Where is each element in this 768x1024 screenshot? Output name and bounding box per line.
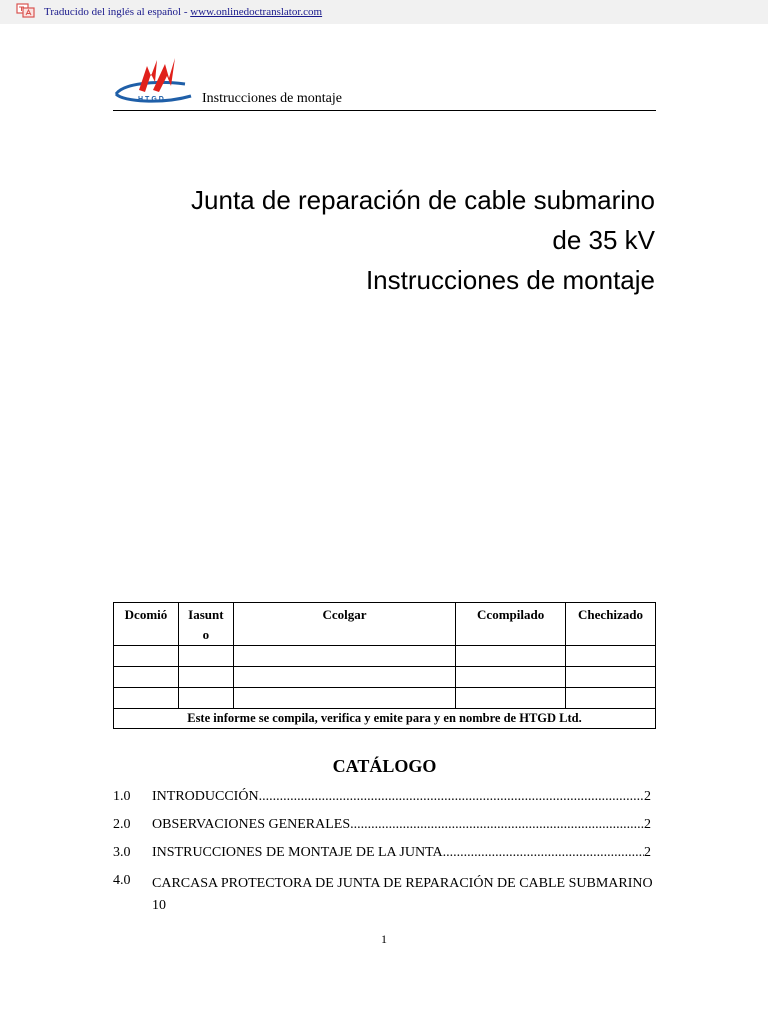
header-cell: Chechizado <box>566 603 656 646</box>
table-header-row <box>114 603 656 646</box>
header-cell <box>178 603 233 646</box>
logo-text: HTGD <box>138 96 166 103</box>
table-row <box>114 646 656 667</box>
toc-label: INSTRUCCIONES DE MONTAJE DE LA JUNTA <box>152 845 443 860</box>
title-line: de 35 kV <box>552 225 655 255</box>
header-cell: Ccompilado <box>456 603 566 646</box>
banner-text <box>44 6 322 18</box>
header-title: Instrucciones de montaje <box>202 91 342 106</box>
toc-label: INTRODUCCIÓN <box>152 789 259 804</box>
header-cell: Ccolgar <box>233 603 455 646</box>
table-footer-row <box>114 709 656 729</box>
toc-number: 3.0 <box>113 845 131 860</box>
toc-page: 2 <box>644 789 651 804</box>
toc-item[interactable] <box>113 789 651 809</box>
translate-icon <box>16 3 36 19</box>
catalog-title: CATÁLOGO <box>332 756 437 776</box>
toc-leader <box>350 817 644 833</box>
table-row <box>114 667 656 688</box>
banner-prefix: Traducido del inglés al español - <box>44 6 191 18</box>
toc-item[interactable] <box>113 845 651 865</box>
toc-label: CARCASA PROTECTORA DE JUNTA DE REPARACIÓN DE CABLE SUBMARINO 10 <box>152 876 653 913</box>
toc-number: 1.0 <box>113 789 131 804</box>
page-number: 1 <box>381 932 387 946</box>
document-header <box>113 56 656 111</box>
toc-number: 4.0 <box>113 873 131 888</box>
header-cell-text: Iasunt o <box>188 607 224 642</box>
toc-label: OBSERVACIONES GENERALES <box>152 817 351 832</box>
translation-banner <box>0 0 768 24</box>
signoff-table <box>113 602 656 729</box>
toc-leader <box>443 845 644 861</box>
toc-item[interactable] <box>113 817 651 837</box>
table-footer: Este informe se compila, verifica y emite para y en nombre de HTGD Ltd. <box>114 709 656 729</box>
toc-page: 2 <box>644 817 651 832</box>
title-line: Instrucciones de montaje <box>365 265 655 295</box>
translator-link[interactable]: www.onlinedoctranslator.com <box>190 6 323 18</box>
toc-leader <box>259 789 644 805</box>
toc-page: 2 <box>644 845 651 860</box>
title-line: Junta de reparación de cable submarino <box>191 185 655 215</box>
toc-number: 2.0 <box>113 817 131 832</box>
table-row <box>114 688 656 709</box>
document-title <box>191 180 655 300</box>
htgd-logo <box>113 56 195 106</box>
header-cell: Dcomió <box>114 603 179 646</box>
